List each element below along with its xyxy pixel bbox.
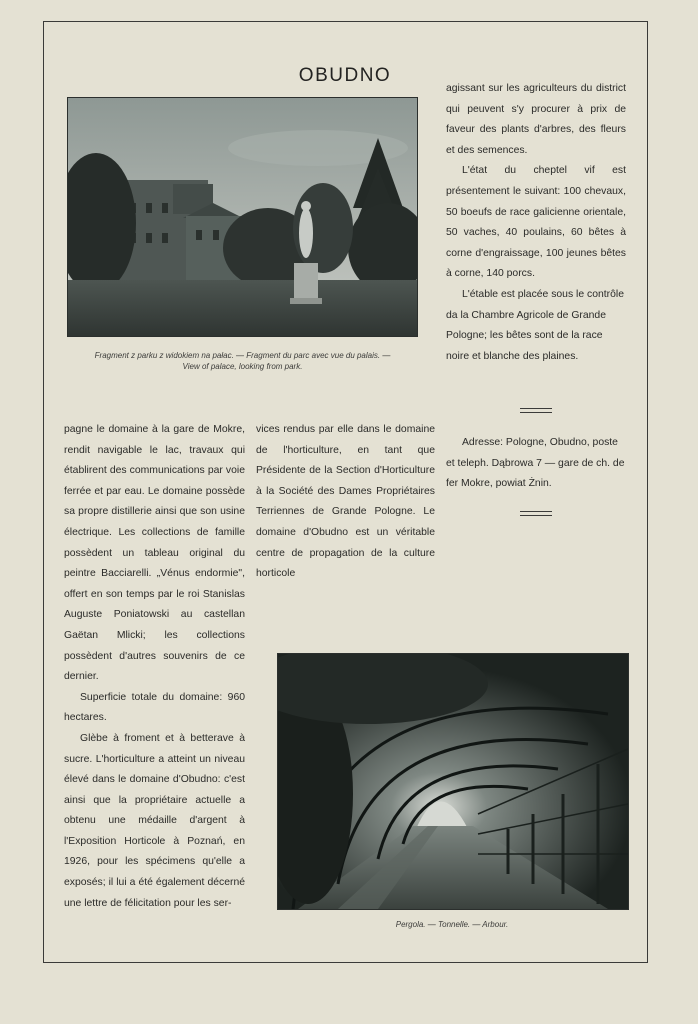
- paragraph: vices rendus par elle dans le domaine de l'horticulture, en tant que Présidente de la Section d'Horticulture à la Société des Dames Propriétaires Terriennes de Grande Pologne. Le domaine d'Obudno est un véritable centre de propagation de la culture horticole: [256, 424, 435, 580]
- pergola-photo: [277, 653, 629, 910]
- palace-caption-line1: Fragment z parku z widokiem na pałac. — Fragment du parc avec vue du palais. —: [94, 351, 391, 360]
- left-column-text: [64, 420, 245, 914]
- paragraph: pagne le domaine à la gare de Mokre, rendit navigable le lac, travaux qui établirent des communications par voie ferrée et par eau. Le domaine possède sa propre distillerie ainsi que son usine électrique. Les collections de famille possèdent un tableau original du peintre Bacciarelli. „Vénus endormie", offert en son temps par le roi Stanislas Auguste Poniatowski au castellan Gaëtan Mlicki; les collections possèdent d'autres souvenirs de ce dernier.: [64, 424, 245, 683]
- palace-caption-line2: View of palace, looking from park.: [182, 362, 303, 371]
- middle-column-text: [256, 420, 435, 585]
- address-block: [446, 433, 626, 495]
- palace-photo: [67, 97, 418, 337]
- page-title: OBUDNO: [298, 64, 392, 86]
- divider-rule: [520, 511, 552, 516]
- divider-rule: [520, 408, 552, 413]
- paragraph: L'étable est placée sous le contrôle da la Chambre Agricole de Grande Pologne; les bêtes sont de la race noire et blanche des plaines.: [446, 288, 624, 362]
- paragraph: Superficie totale du domaine: 960 hectares.: [64, 691, 245, 724]
- palace-caption: [60, 350, 425, 372]
- address-text: Adresse: Pologne, Obudno, poste et teleph. Dąbrowa 7 — gare de ch. de fer Mokre, powiat Żnin.: [446, 437, 625, 490]
- right-column-text: [446, 79, 626, 367]
- paragraph: agissant sur les agriculteurs du district qui peuvent s'y procurer à prix de faveur des plants d'arbres, des fleurs et des semences.: [446, 83, 626, 156]
- pergola-caption: Pergola. — Tonnelle. — Arbour.: [395, 920, 509, 929]
- paragraph: Glèbe à froment et à betterave à sucre. L'horticulture a atteint un niveau élevé dans le domaine d'Obudno: c'est ainsi que la propriétaire actuelle a obtenu une médaille d'argent à l'Exposition Horticole à Poznań, en 1926, pour les spécimens qu'elle a exposés; il lui a été également décerné une lettre de félicitation pour les ser-: [64, 732, 245, 909]
- paragraph: L'état du cheptel vif est présentement le suivant: 100 chevaux, 50 boeufs de race galicienne orientale, 50 vaches, 40 poulains, 60 bêtes à corne d'engraissage, 100 jeunes bêtes à corne, 140 porcs.: [446, 165, 626, 280]
